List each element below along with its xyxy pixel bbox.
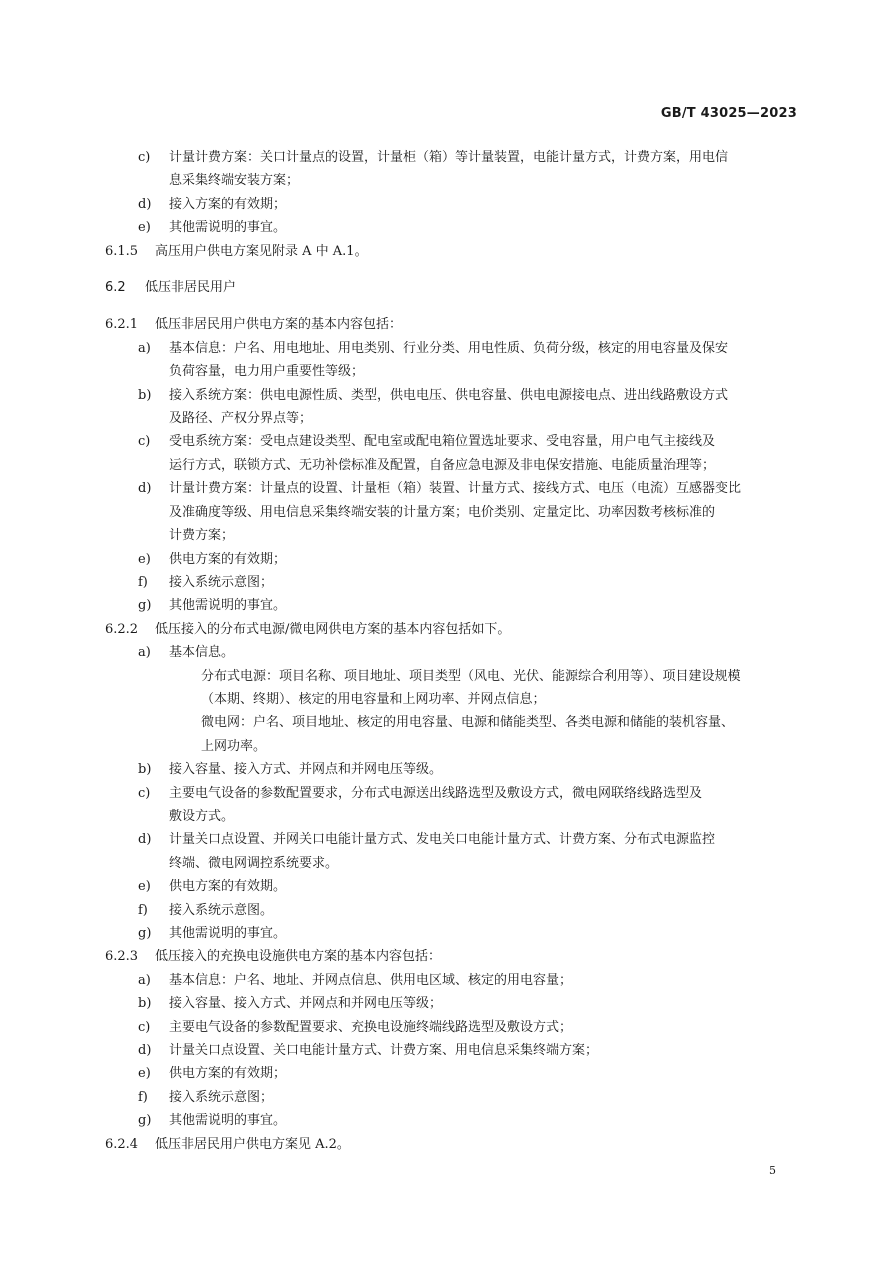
list-item-continuation (105, 524, 800, 547)
list-item (105, 146, 800, 169)
item-text: 敷设方式。 (169, 808, 235, 824)
item-text: 供电方案的有效期； (169, 1066, 287, 1082)
list-item (105, 1109, 800, 1132)
list-item (105, 384, 800, 407)
clause-text: 低压非居民用户供电方案见 A.2。 (155, 1136, 350, 1152)
item-text: 基本信息：户名、用电地址、用电类别、行业分类、用电性质、负荷分级，核定的用电容量及保安 (169, 340, 729, 356)
section-heading-6-2 (105, 276, 800, 299)
item-text: 接入容量、接入方式、并网点和并网电压等级； (169, 996, 443, 1012)
item-marker: c) (138, 150, 151, 165)
item-marker: e) (138, 879, 151, 895)
list-item (105, 969, 800, 992)
item-list-6-2-2 (105, 758, 800, 945)
item-text: 计量关口点设置、并网关口电能计量方式、发电关口电能计量方式、计费方案、分布式电源监控 (169, 832, 716, 848)
clause-6-1-5 (105, 240, 800, 263)
clause-number: 6.2.2 (105, 621, 139, 637)
item-text: 其他需说明的事宜。 (169, 1113, 287, 1129)
list-item (105, 1086, 800, 1109)
item-text: 供电方案的有效期。 (169, 879, 287, 895)
list-item (105, 430, 800, 453)
item-text: 接入系统示意图； (169, 1089, 274, 1105)
item-text: 基本信息。 (169, 645, 235, 661)
clause-text: 低压非居民用户供电方案的基本内容包括： (155, 317, 403, 333)
item-text: 其他需说明的事宜。 (169, 220, 287, 236)
sub-item-text: 分布式电源：项目名称、项目地址、项目类型（风电、光伏、能源综合利用等）、项目建设规模 (201, 668, 741, 684)
item-marker: g) (138, 598, 152, 614)
item-text: 接入系统示意图。 (169, 902, 274, 918)
list-item (105, 193, 800, 216)
list-item (105, 641, 800, 664)
list-item (105, 1039, 800, 1062)
list-item (105, 875, 800, 898)
list-item-continuation (105, 360, 800, 383)
item-marker: b) (138, 762, 152, 778)
item-text: 负荷容量，电力用户重要性等级； (169, 364, 365, 380)
list-item-continuation (105, 454, 800, 477)
list-item (105, 758, 800, 781)
list-item (105, 571, 800, 594)
item-text: 息采集终端安装方案； (169, 173, 300, 189)
sub-item-text: 上网功率。 (201, 738, 267, 754)
item-text: 基本信息：户名、地址、并网点信息、供用电区域、核定的用电容量； (169, 972, 573, 988)
clause-6-2-3 (105, 945, 800, 968)
list-item-continuation (105, 501, 800, 524)
item-text: 及准确度等级、用电信息采集终端安装的计量方案；电价类别、定量定比、功率因数考核标准的 (169, 504, 716, 520)
list-item (105, 216, 800, 239)
list-item (105, 477, 800, 500)
item-text: 其他需说明的事宜。 (169, 926, 287, 941)
item-text: 计量关口点设置、关口电能计量方式、计费方案、用电信息采集终端方案； (169, 1043, 599, 1059)
list-item (105, 828, 800, 851)
clause-number: 6.2.3 (105, 949, 139, 965)
item-marker: e) (138, 551, 151, 567)
list-item-continuation (105, 805, 800, 828)
clause-number: 6.2.1 (105, 317, 139, 333)
item-marker: g) (138, 1113, 152, 1129)
item-marker: f) (138, 1089, 148, 1105)
list-item (105, 337, 800, 360)
clause-number: 6.1.5 (105, 243, 139, 259)
list-item (105, 548, 800, 571)
item-text: 供电方案的有效期； (169, 551, 287, 567)
item-marker: f) (138, 574, 148, 590)
item-marker: b) (138, 996, 152, 1012)
list-item-continuation (105, 169, 800, 192)
item-list-top (105, 146, 800, 240)
page-number: 5 (769, 1164, 776, 1177)
item-text: 接入系统方案：供电电源性质、类型，供电电压、供电容量、供电电源接电点、进出线路敷设方式 (169, 387, 729, 403)
item-marker: c) (138, 434, 151, 450)
sub-item-list (105, 665, 800, 759)
item-text: 主要电气设备的参数配置要求，分布式电源送出线路选型及敷设方式，微电网联络线路选型及 (169, 785, 703, 801)
item-marker: d) (138, 481, 152, 497)
section-number: 6.2 (105, 280, 126, 296)
item-marker: d) (138, 196, 152, 212)
clause-6-2-1 (105, 313, 800, 336)
clause-6-2-4 (105, 1133, 800, 1156)
item-text: 接入方案的有效期； (169, 196, 287, 212)
item-text: 运行方式，联锁方式、无功补偿标准及配置，自备应急电源及非电保安措施、电能质量治理等； (169, 457, 716, 473)
sub-item-text: （本期、终期）、核定的用电容量和上网功率、并网点信息； (201, 691, 546, 707)
item-marker: e) (138, 1066, 151, 1082)
list-item (105, 594, 800, 617)
item-text: 主要电气设备的参数配置要求、充换电设施终端线路选型及敷设方式； (169, 1019, 573, 1035)
list-item (105, 922, 800, 945)
item-marker: a) (138, 645, 151, 661)
item-marker: e) (138, 220, 151, 236)
clause-text: 低压接入的分布式电源/微电网供电方案的基本内容包括如下。 (155, 621, 511, 637)
list-item (105, 899, 800, 922)
item-text: 计费方案； (169, 528, 235, 544)
item-list-6-2-1 (105, 337, 800, 618)
item-text: 受电系统方案：受电点建设类型、配电室或配电箱位置选址要求、受电容量，用户电气主接线及 (169, 434, 716, 450)
item-marker: d) (138, 1043, 152, 1059)
clause-text: 高压用户供电方案见附录 A 中 A.1。 (155, 243, 368, 259)
item-marker: a) (138, 972, 151, 988)
clause-6-2-2 (105, 618, 800, 641)
clause-text: 低压接入的充换电设施供电方案的基本内容包括： (155, 949, 442, 965)
item-text: 接入系统示意图； (169, 574, 274, 590)
item-text: 及路径、产权分界点等； (169, 411, 313, 427)
item-marker: c) (138, 1019, 151, 1035)
item-marker: g) (138, 926, 152, 941)
list-item (105, 1062, 800, 1085)
list-item (105, 992, 800, 1015)
item-marker: f) (138, 902, 148, 918)
item-marker: a) (138, 340, 151, 356)
list-item-continuation (105, 852, 800, 875)
item-text: 计量计费方案：关口计量点的设置，计量柜（箱）等计量装置，电能计量方式，计费方案，用电信 (169, 150, 729, 165)
sub-item-text: 微电网：户名、项目地址、核定的用电容量、电源和储能类型、各类电源和储能的装机容量、 (201, 715, 735, 731)
item-text: 终端、微电网调控系统要求。 (169, 855, 339, 871)
item-text: 其他需说明的事宜。 (169, 598, 287, 614)
item-list-6-2-3 (105, 969, 800, 1133)
item-marker: c) (138, 785, 151, 801)
item-text: 计量计费方案：计量点的设置、计量柜（箱）装置、计量方式、接线方式、电压（电流）互感器变比 (169, 481, 742, 497)
standard-code: GB/T 43025—2023 (660, 106, 797, 121)
page-body (105, 146, 800, 1156)
item-text: 接入容量、接入方式、并网点和并网电压等级。 (169, 762, 443, 778)
list-item-continuation (105, 407, 800, 430)
section-title: 低压非居民用户 (145, 280, 237, 296)
clause-number: 6.2.4 (105, 1136, 139, 1152)
list-item (105, 782, 800, 805)
item-marker: b) (138, 387, 152, 403)
list-item (105, 1016, 800, 1039)
item-marker: d) (138, 832, 152, 848)
